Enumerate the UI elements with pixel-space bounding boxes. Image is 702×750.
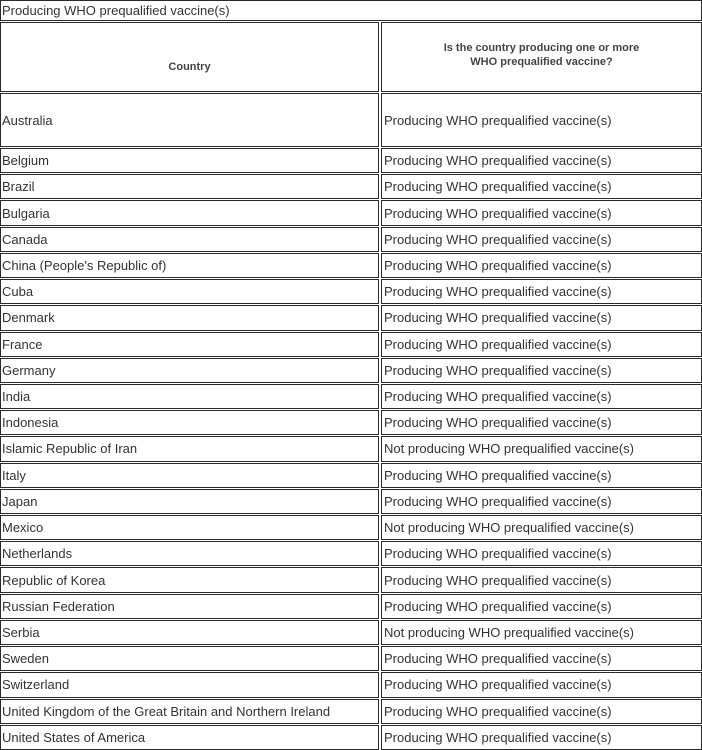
status-cell: Producing WHO prequalified vaccine(s) (381, 93, 702, 147)
status-cell: Producing WHO prequalified vaccine(s) (381, 541, 702, 566)
country-cell: United Kingdom of the Great Britain and Northern Ireland (0, 699, 379, 724)
table-row (0, 489, 702, 514)
table-caption: Producing WHO prequalified vaccine(s) (0, 0, 702, 21)
table-row (0, 174, 702, 199)
status-cell: Producing WHO prequalified vaccine(s) (381, 174, 702, 199)
table-row (0, 227, 702, 252)
country-cell: Japan (0, 489, 379, 514)
country-cell: Republic of Korea (0, 567, 379, 592)
table-row (0, 279, 702, 304)
status-cell: Producing WHO prequalified vaccine(s) (381, 148, 702, 173)
status-column-header (381, 22, 702, 92)
country-cell: Indonesia (0, 410, 379, 435)
status-cell: Producing WHO prequalified vaccine(s) (381, 384, 702, 409)
table-row (0, 725, 702, 750)
country-cell: Brazil (0, 174, 379, 199)
status-cell: Producing WHO prequalified vaccine(s) (381, 279, 702, 304)
table-row (0, 594, 702, 619)
table-row (0, 515, 702, 540)
country-cell: Italy (0, 463, 379, 488)
table-row (0, 410, 702, 435)
table-row (0, 253, 702, 278)
status-cell: Producing WHO prequalified vaccine(s) (381, 725, 702, 750)
table-header-row (0, 22, 702, 92)
status-cell: Producing WHO prequalified vaccine(s) (381, 699, 702, 724)
status-cell: Not producing WHO prequalified vaccine(s) (381, 436, 702, 461)
table-row (0, 672, 702, 697)
country-cell: Switzerland (0, 672, 379, 697)
table-row (0, 463, 702, 488)
country-cell: United States of America (0, 725, 379, 750)
status-cell: Producing WHO prequalified vaccine(s) (381, 646, 702, 671)
table-row (0, 148, 702, 173)
table-row (0, 200, 702, 225)
country-cell: Mexico (0, 515, 379, 540)
status-cell: Producing WHO prequalified vaccine(s) (381, 489, 702, 514)
status-cell: Producing WHO prequalified vaccine(s) (381, 305, 702, 330)
status-cell: Producing WHO prequalified vaccine(s) (381, 358, 702, 383)
table-row (0, 305, 702, 330)
status-cell: Producing WHO prequalified vaccine(s) (381, 672, 702, 697)
table-row (0, 567, 702, 592)
country-cell: Germany (0, 358, 379, 383)
table-row (0, 436, 702, 461)
country-cell: Belgium (0, 148, 379, 173)
country-cell: Islamic Republic of Iran (0, 436, 379, 461)
country-cell: China (People's Republic of) (0, 253, 379, 278)
status-cell: Not producing WHO prequalified vaccine(s) (381, 515, 702, 540)
table-row (0, 541, 702, 566)
table-row (0, 358, 702, 383)
vaccine-table (0, 22, 702, 750)
table-row (0, 384, 702, 409)
country-cell: Russian Federation (0, 594, 379, 619)
country-cell: Canada (0, 227, 379, 252)
table-row (0, 93, 702, 147)
status-cell: Producing WHO prequalified vaccine(s) (381, 567, 702, 592)
status-header-line: WHO prequalified vaccine? (470, 56, 613, 68)
status-cell: Producing WHO prequalified vaccine(s) (381, 227, 702, 252)
status-cell: Producing WHO prequalified vaccine(s) (381, 594, 702, 619)
status-cell: Producing WHO prequalified vaccine(s) (381, 253, 702, 278)
country-cell: Netherlands (0, 541, 379, 566)
country-cell: Serbia (0, 620, 379, 645)
country-cell: Australia (0, 93, 379, 147)
country-cell: Cuba (0, 279, 379, 304)
table-row (0, 646, 702, 671)
status-cell: Producing WHO prequalified vaccine(s) (381, 332, 702, 357)
status-cell: Producing WHO prequalified vaccine(s) (381, 200, 702, 225)
table-row (0, 332, 702, 357)
country-cell: Bulgaria (0, 200, 379, 225)
country-cell: India (0, 384, 379, 409)
table-row (0, 620, 702, 645)
status-cell: Producing WHO prequalified vaccine(s) (381, 410, 702, 435)
country-cell: France (0, 332, 379, 357)
status-cell: Producing WHO prequalified vaccine(s) (381, 463, 702, 488)
country-column-header: Country (0, 22, 379, 92)
country-cell: Sweden (0, 646, 379, 671)
status-cell: Not producing WHO prequalified vaccine(s) (381, 620, 702, 645)
country-cell: Denmark (0, 305, 379, 330)
table-row (0, 699, 702, 724)
status-header-line: Is the country producing one or more (443, 42, 640, 54)
